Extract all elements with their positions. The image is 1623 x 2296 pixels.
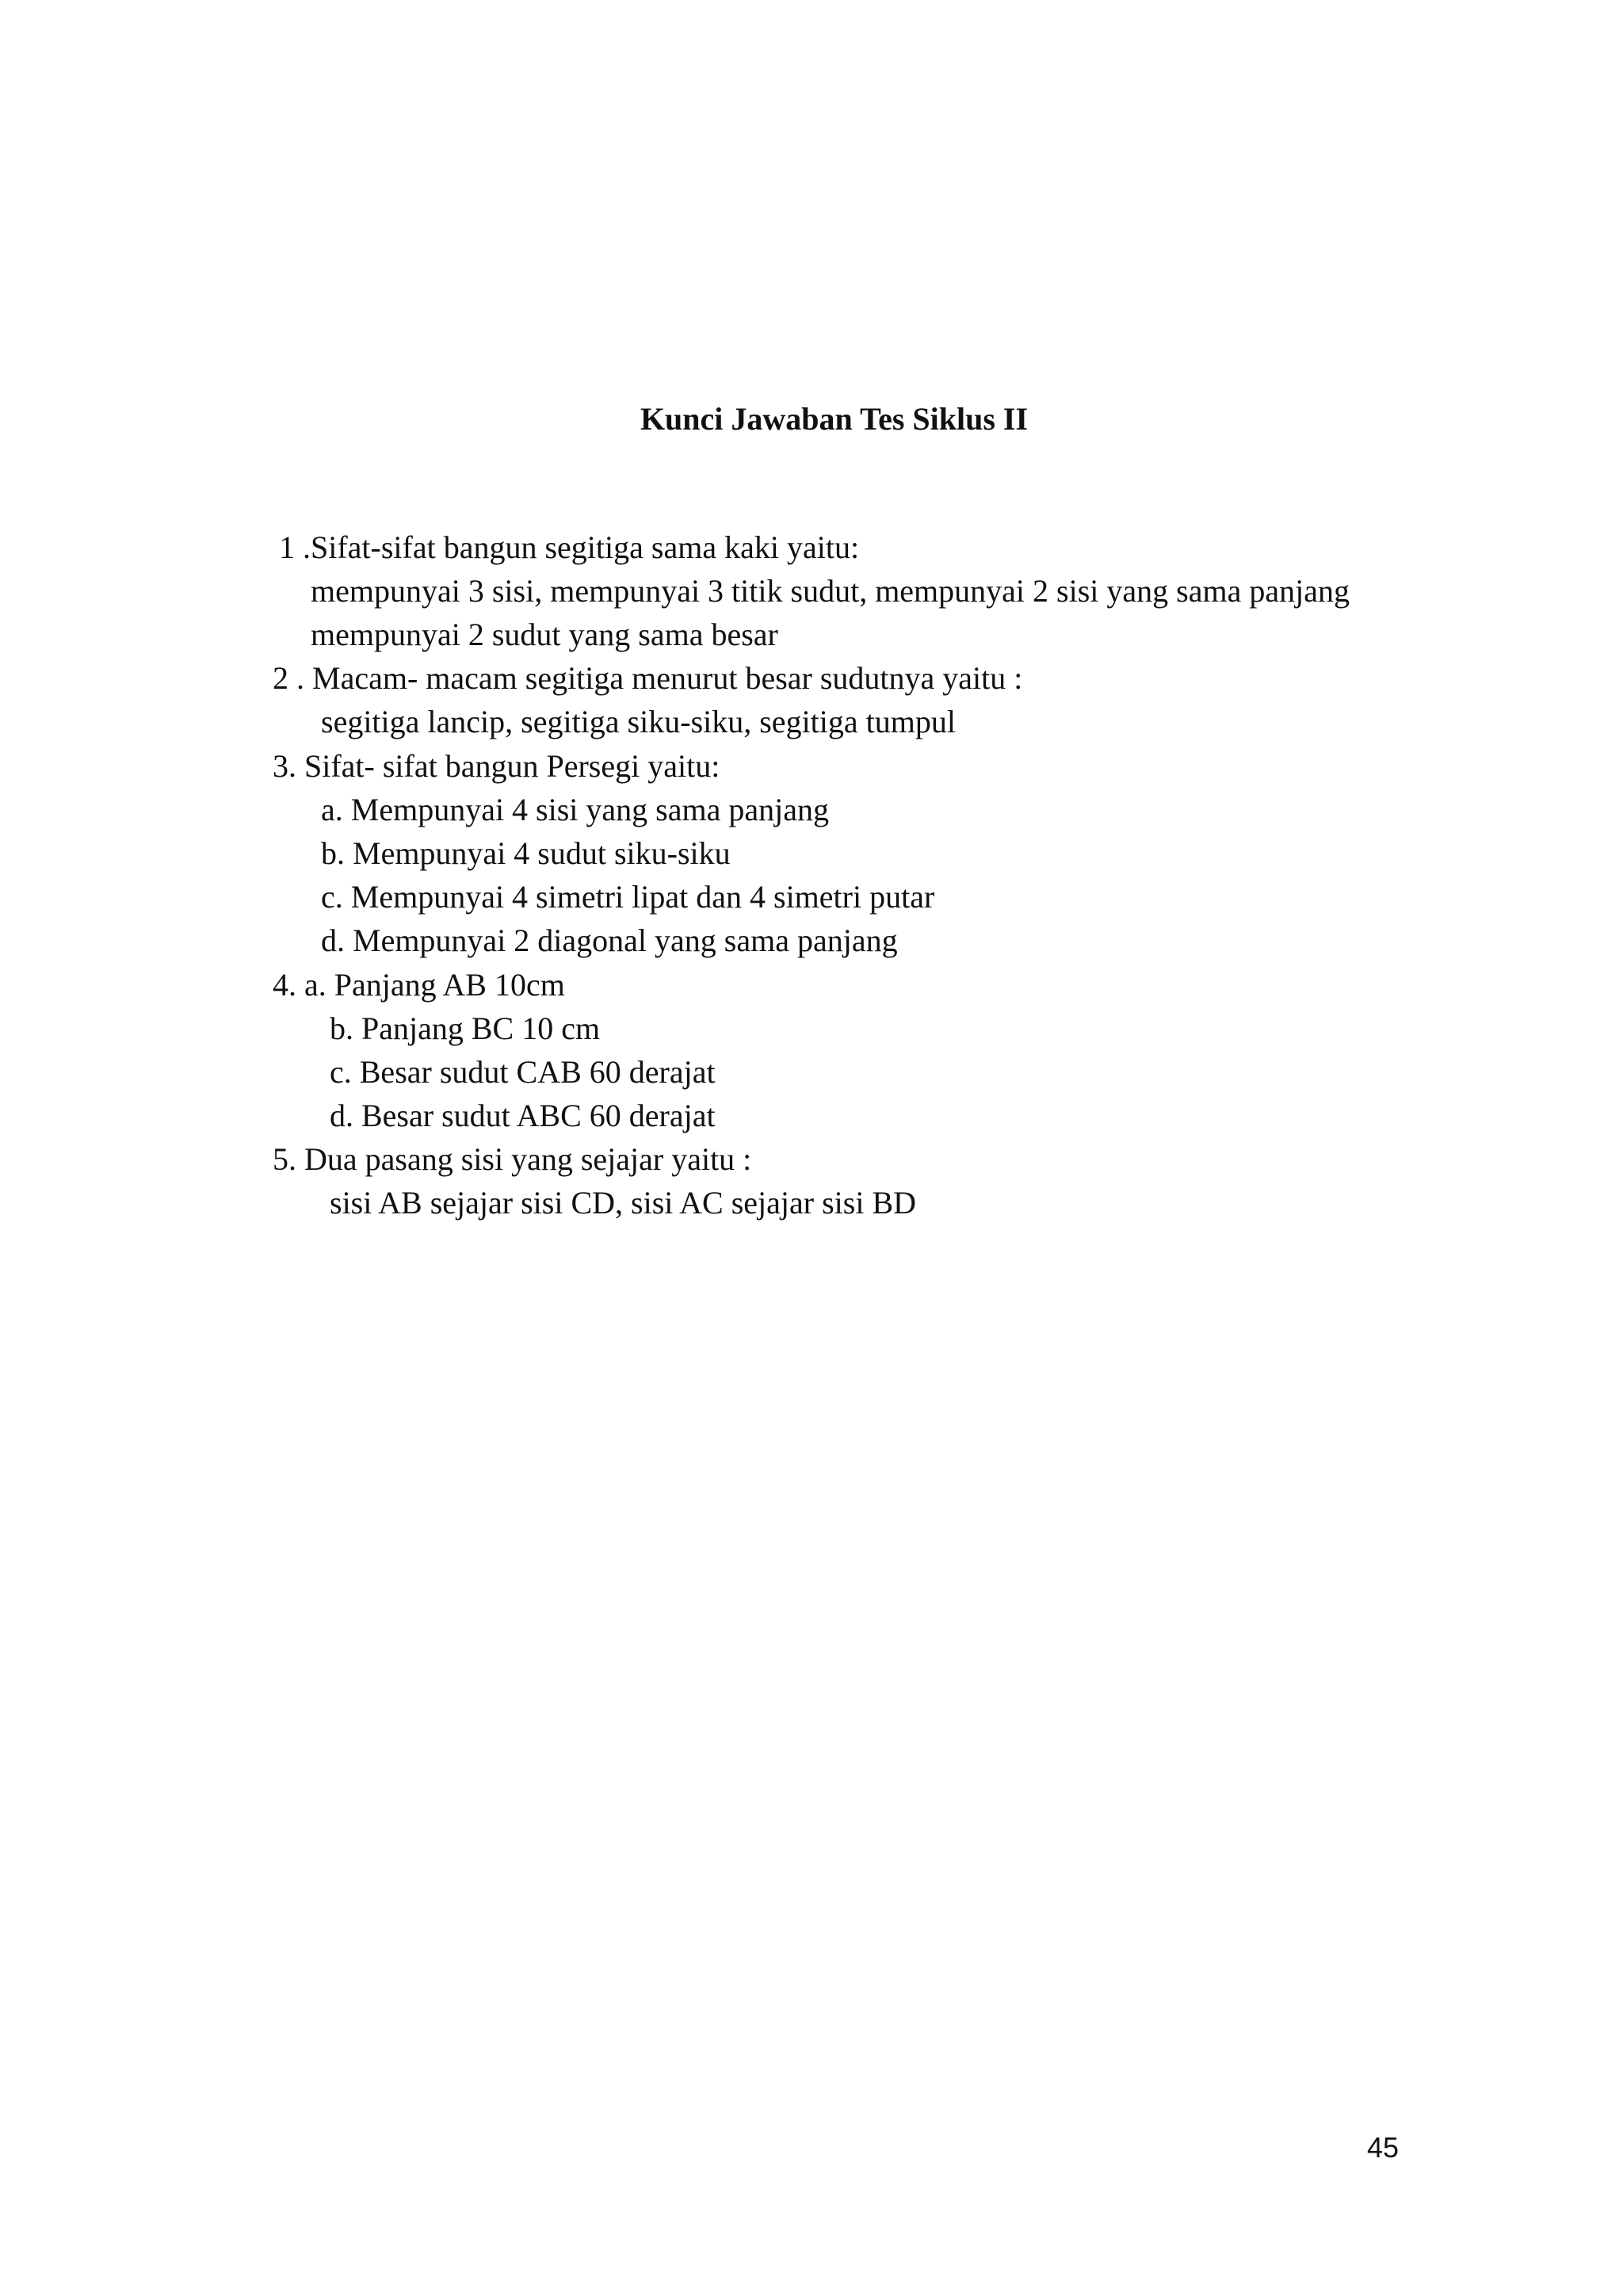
page-title: Kunci Jawaban Tes Siklus II (640, 401, 1029, 437)
answer-3-item-c: c. Mempunyai 4 simetri lipat dan 4 simetri putar (321, 879, 935, 915)
answer-4-item-d: d. Besar sudut ABC 60 derajat (330, 1098, 716, 1133)
answer-3-item-a: a. Mempunyai 4 sisi yang sama panjang (321, 792, 829, 827)
answer-1-heading: 1 .Sifat-sifat bangun segitiga sama kaki yaitu: (279, 529, 860, 565)
answer-4-item-a: 4. a. Panjang AB 10cm (273, 967, 565, 1003)
answer-1-line-2: mempunyai 2 sudut yang sama besar (311, 617, 778, 652)
answer-4-item-b: b. Panjang BC 10 cm (330, 1010, 601, 1046)
answer-3-item-d: d. Mempunyai 2 diagonal yang sama panjang (321, 923, 898, 958)
answer-3-heading: 3. Sifat- sifat bangun Persegi yaitu: (273, 748, 720, 784)
answer-4-item-c: c. Besar sudut CAB 60 derajat (330, 1054, 716, 1090)
answer-5-line-1: sisi AB sejajar sisi CD, sisi AC sejajar sisi BD (330, 1185, 917, 1221)
answer-5-heading: 5. Dua pasang sisi yang sejajar yaitu : (273, 1141, 752, 1177)
answer-2-heading: 2 . Macam- macam segitiga menurut besar sudutnya yaitu : (273, 660, 1023, 696)
answer-2-line-1: segitiga lancip, segitiga siku-siku, segitiga tumpul (321, 704, 956, 739)
answer-3-item-b: b. Mempunyai 4 sudut siku-siku (321, 835, 731, 871)
answer-1-line-1: mempunyai 3 sisi, mempunyai 3 titik sudut, mempunyai 2 sisi yang sama panjang (311, 573, 1350, 609)
page-number: 45 (1367, 2131, 1400, 2164)
